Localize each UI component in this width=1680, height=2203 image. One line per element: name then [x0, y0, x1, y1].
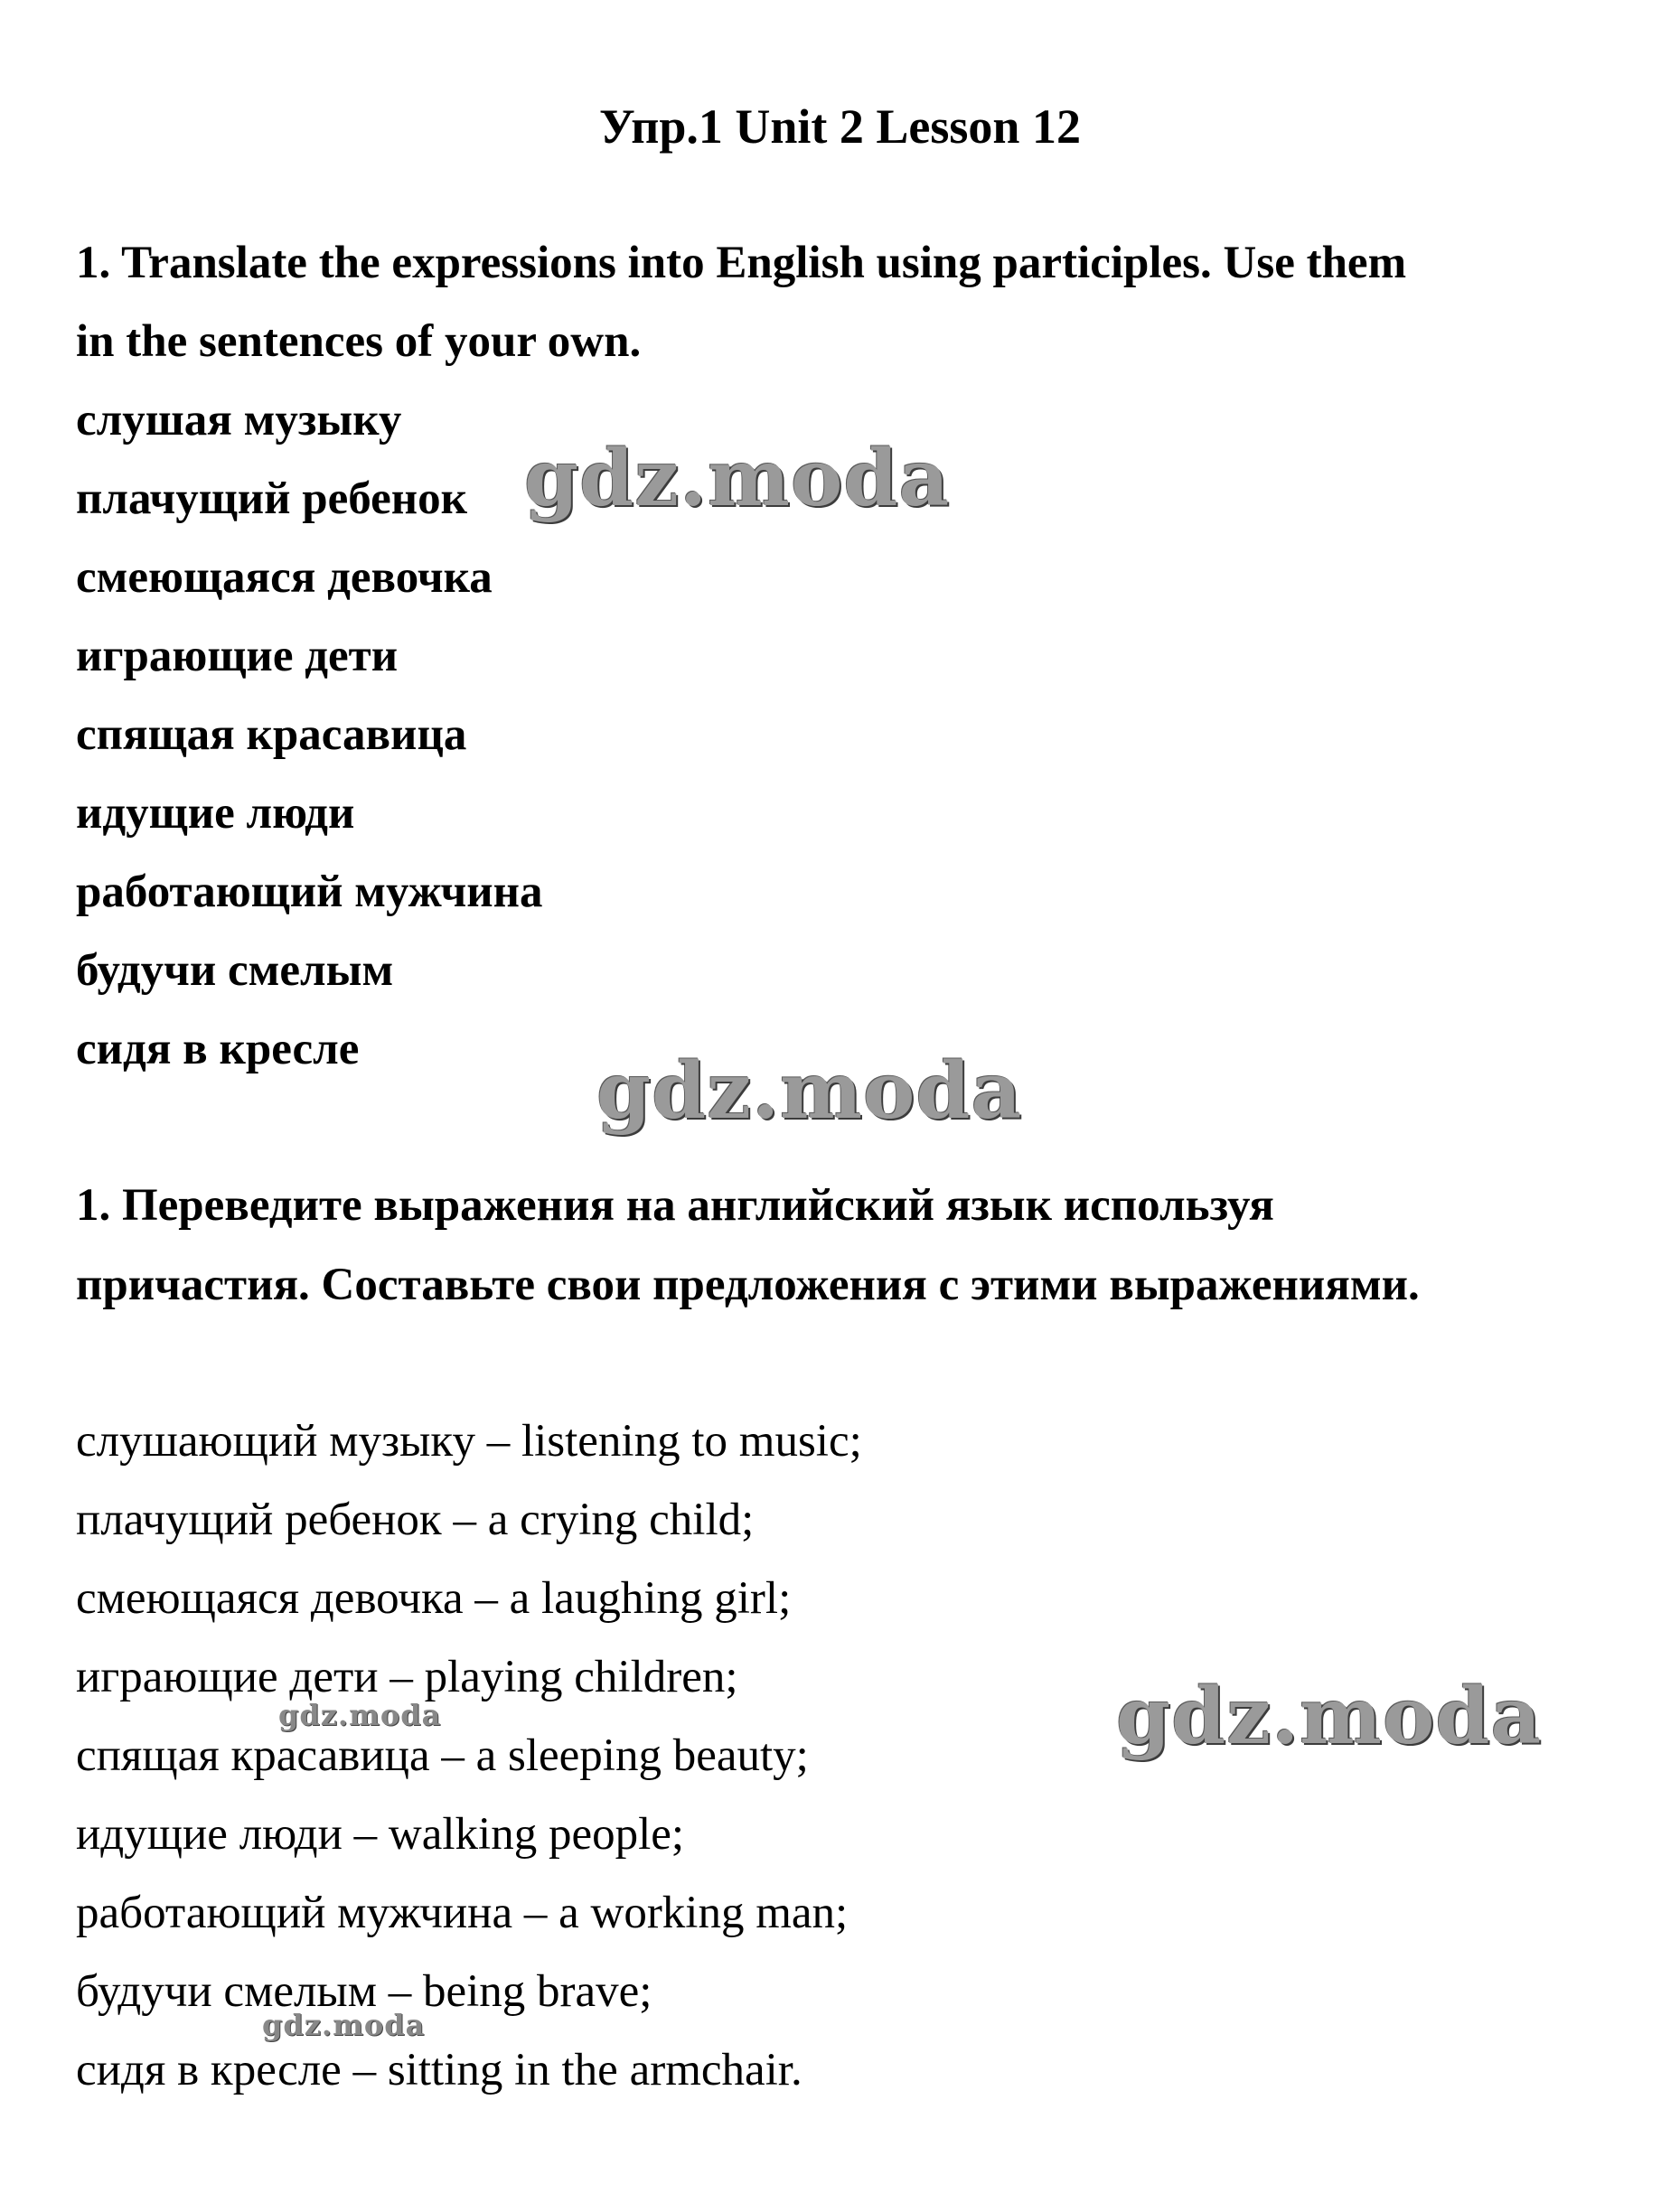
page-title: Упр.1 Unit 2 Lesson 12 [599, 99, 1081, 154]
answer-item: плачущий ребенок – a crying child; [76, 1495, 755, 1545]
answer-item: работающий мужчина – a working man; [76, 1888, 849, 1938]
phrase-item: идущие люди [76, 788, 355, 839]
watermark: gdz.moda [524, 433, 951, 524]
phrase-item: плачущий ребенок [76, 473, 468, 524]
answer-item: спящая красавица – a sleeping beauty; [76, 1730, 809, 1781]
task-russian [76, 1166, 1612, 1325]
task-english-line: 1. Translate the expressions into English using participles. Use them [76, 238, 1407, 288]
task-english [76, 224, 1612, 381]
answer-item: сидя в кресле – sitting in the armchair. [76, 2045, 802, 2095]
task-russian-line: причастия. Составьте свои предложения с этими выражениями. [76, 1260, 1420, 1310]
watermark: gdz.moda [1116, 1671, 1543, 1762]
phrase-item: слушая музыку [76, 395, 402, 445]
phrase-item: играющие дети [76, 631, 399, 681]
phrase-item: сидя в кресле [76, 1024, 360, 1074]
task-english-line: in the sentences of your own. [76, 316, 642, 367]
answer-item: будучи смелым – being brave; [76, 1966, 652, 2017]
answer-list [76, 1402, 1612, 2110]
answer-item: смеющаяся девочка – a laughing girl; [76, 1573, 792, 1624]
task-russian-line: 1. Переведите выражения на английский язык используя [76, 1180, 1274, 1231]
phrase-item: работающий мужчина [76, 867, 543, 917]
answer-item: играющие дети – playing children; [76, 1652, 738, 1702]
phrase-item: будучи смелым [76, 945, 394, 996]
phrase-item: смеющаяся девочка [76, 552, 493, 603]
phrase-list [76, 381, 1612, 1089]
watermark: gdz.moda [278, 1698, 442, 1732]
watermark: gdz.moda [596, 1045, 1023, 1137]
answer-item: идущие люди – walking people; [76, 1809, 685, 1860]
watermark: gdz.moda [262, 2008, 426, 2042]
answer-item: слушающий музыку – listening to music; [76, 1416, 862, 1467]
phrase-item: спящая красавица [76, 709, 467, 760]
